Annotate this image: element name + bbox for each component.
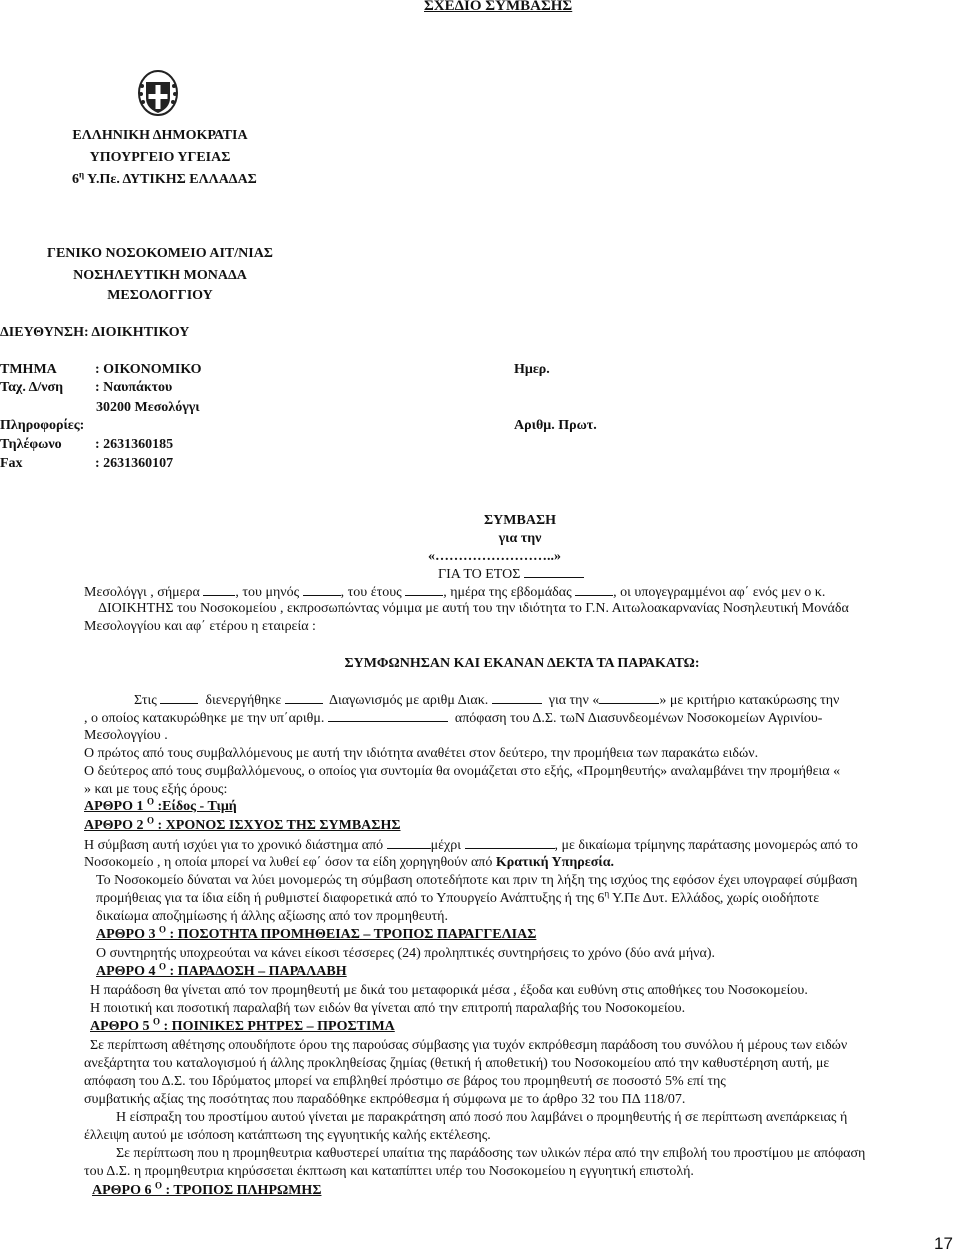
fax-value: : 2631360107 bbox=[95, 456, 174, 471]
dept-value: : ΟΙΚΟΝΟΜΙΚΟ bbox=[95, 362, 202, 377]
article-5-line5: Η είσπραξη του προστίμου αυτού γίνεται με παρακράτηση από ποσό που λαμβάνει ο προμηθευτής ή σε περίπτωση ανεπάρκειας ή bbox=[116, 1110, 848, 1125]
protocol-label: Αριθμ. Πρωτ. bbox=[514, 418, 597, 433]
article-1-heading: ΑΡΘΡΟ 1 $^O$ :Είδος - Τιμή bbox=[84, 796, 237, 814]
tender-line2: , ο οποίος κατακυρώθηκε με την υπ΄αριθμ. απόφαση του Δ.Σ. τωΝ Διασυνδεομένων Νοσοκομείων Αγρινίου- bbox=[84, 711, 823, 726]
agreed-heading: ΣΥΜΦΩΝΗΣΑΝ ΚΑΙ ΕΚΑΝΑΝ ΔΕΚΤΑ ΤΑ ΠΑΡΑΚΑΤΩ: bbox=[344, 656, 700, 671]
article-2-line2: Νοσοκομείο , η οποία μπορεί να λυθεί εφ΄ όσον τα είδη χορηγηθούν από Κρατική Υπηρεσία. bbox=[84, 855, 615, 870]
article-4-heading: ΑΡΘΡΟ 4 $^O$ : ΠΑΡΑΔΟΣΗ – ΠΑΡΑΛΑΒΗ bbox=[96, 961, 347, 979]
page-number: 17 bbox=[934, 1234, 953, 1253]
article-2-line3: Το Νοσοκομείο δύναται να λύει μονομερώς τη σύμβαση οποτεδήποτε και πριν τη λήξη της ισχύος της εφόσον έχει υπογραφεί σύμβαση bbox=[96, 873, 858, 888]
ministry-line: ΥΠΟΥΡΓΕΙΟ ΥΓΕΙΑΣ bbox=[89, 150, 231, 165]
article-5-heading: ΑΡΘΡΟ 5 $^O$ : ΠΟΙΝΙΚΕΣ ΡΗΤΡΕΣ – ΠΡΟΣΤΙΜΑ bbox=[90, 1016, 395, 1034]
directorate-line: ΔΙΕΥΘΥΝΣΗ: ΔΙΟΙΚΗΤΙΚΟΥ bbox=[0, 325, 190, 340]
city-line: ΜΕΣΟΛΟΓΓΙΟΥ bbox=[107, 288, 213, 303]
phone-label: Τηλέφωνο bbox=[0, 437, 62, 452]
article-5-line3: απόφαση του Δ.Σ. του Ιδρύματος μπορεί να επιβληθεί πρόστιμο σε βάρος του προμηθευτή σε ποσοστό 5% επί της bbox=[84, 1074, 726, 1089]
fax-label: Fax bbox=[0, 456, 23, 471]
intro-line2: ΔΙΟΙΚΗΤΗΣ του Νοσοκομείου , εκπροσωπώντας νόμιμα με αυτή του την ιδιότητα το Γ.Ν. Αιτωλοακαρνανίας Νοσηλευτική Μονάδα bbox=[98, 601, 849, 616]
article-5-line1: Σε περίπτωση αθέτησης οπουδήποτε όρου της παρούσας σύμβασης για τυχόν εκπρόθεσμη παράδοση του συνόλου ή μέρους των ειδών bbox=[90, 1038, 848, 1053]
info-label: Πληροφορίες: bbox=[0, 418, 85, 433]
tender-line1: Στις διενεργήθηκε Διαγωνισμός με αριθμ Διακ. για την « » με κριτήριο κατακύρωσης την bbox=[134, 693, 840, 708]
greek-emblem-icon bbox=[136, 68, 180, 118]
article-2-heading: ΑΡΘΡΟ 2 $^O$ : ΧΡΟΝΟΣ ΙΣΧΥΟΣ ΤΗΣ ΣΥΜΒΑΣΗΣ bbox=[84, 815, 401, 833]
article-3-line1: Ο συντηρητής υποχρεούται να κάνει είκοσι τέσσερες (24) προληπτικές συντηρήσεις το χρόνο (δύο ανά μήνα). bbox=[96, 946, 716, 961]
dept-label: ΤΜΗΜΑ bbox=[0, 362, 57, 377]
republic-line: ΕΛΛΗΝΙΚΗ ΔΗΜΟΚΡΑΤΙΑ bbox=[72, 128, 248, 143]
article-4-line1: Η παράδοση θα γίνεται από τον προμηθευτή με δικά του μεταφορικά μέσα , έξοδα και ευθύνη στις αποθήκες του Νοσοκομείου. bbox=[90, 983, 808, 998]
intro-line1: Μεσολόγγι , σήμερα , του μηνός , του έτους , ημέρα της εβδομάδας , οι υπογεγραμμένοι αφ΄ ενός μεν ο κ. bbox=[84, 585, 826, 600]
document-title: ΣΧΕΔΙΟ ΣΥΜΒΑΣΗΣ bbox=[424, 0, 573, 14]
article-5-line8: του Δ.Σ. η προμηθευτρια κηρύσσεται έκπτωση και καταπίπτει υπέρ του Νοσοκομείου η εγγυητική επιστολή. bbox=[84, 1164, 694, 1179]
region-line: $6^\eta$ Υ.Πε. ΔΥΤΙΚΗΣ ΕΛΛΑΔΑΣ bbox=[72, 169, 257, 187]
contract-for-the: για την bbox=[498, 531, 542, 546]
article-2-line1: Η σύμβαση αυτή ισχύει για το χρονικό διάστημα από μέχρι , με δικαίωμα τρίμηνης παράτασης μονομερώς από το bbox=[84, 838, 858, 853]
article-5-line6: έλλειψη αυτού με ισόποση κατάπτωση της εγγυητικής καλής εκτέλεσης. bbox=[84, 1128, 491, 1143]
article-2-line4: προμήθειας για τα ίδια είδη ή ρυθμιστεί διαφορετικά από το Υπουργείο Ανάπτυξης ή της $6^\eta$ Υ.Πε Δυτ. Ελλάδος, χωρίς οιοδήποτε bbox=[96, 888, 820, 906]
supplier-line1: Ο δεύτερος από τους συμβαλλόμενους, ο οποίος για συντομία θα ονομάζεται στο εξής, «Προμηθευτής» αναλαμβάνει την προμήθεια « bbox=[84, 764, 841, 779]
tender-line3: Μεσολογγίου . bbox=[84, 728, 168, 743]
address-label: Ταχ. Δ/νση bbox=[0, 380, 64, 395]
article-5-line2: ανεξάρτητα του καταλογισμού ή άλλης προκληθείσας ζημίας (θετική ή αποθετική) του Νοσοκομείου από την καθυστέρηση αυτή, με bbox=[84, 1056, 830, 1071]
hospital-line: ΓΕΝΙΚΟ ΝΟΣΟΚΟΜΕΙΟ ΑΙΤ/ΝΙΑΣ bbox=[47, 246, 273, 261]
date-label: Ημερ. bbox=[514, 362, 550, 377]
article-3-heading: ΑΡΘΡΟ 3 $^O$ : ΠΟΣΟΤΗΤΑ ΠΡΟΜΗΘΕΙΑΣ – ΤΡΟΠΟΣ ΠΑΡΑΓΓΕΛΙΑΣ bbox=[96, 924, 537, 942]
phone-value: : 2631360185 bbox=[95, 437, 174, 452]
address-line2: 30200 Μεσολόγγι bbox=[96, 400, 200, 415]
article-5-line4: συμβατικής αξίας της ποσότητας που παραδόθηκε εκπρόθεσμα ή σύμφωνα με το άρθρο 32 του ΠΔ 118/07. bbox=[84, 1092, 686, 1107]
contract-heading: ΣΥΜΒΑΣΗ bbox=[484, 513, 556, 528]
contract-quote: «……………………..» bbox=[428, 549, 561, 564]
assign-paragraph: Ο πρώτος από τους συμβαλλόμενους με αυτή την ιδιότητα αναθέτει στον δεύτερο, την προμήθεια των παρακάτω ειδών. bbox=[84, 746, 759, 761]
article-2-line5: δικαίωμα αποζημίωσης ή άλλης αξίωσης από τον προμηθευτή. bbox=[96, 909, 448, 924]
article-5-line7: Σε περίπτωση που η προμηθευτρια καθυστερεί υπαίτια της παράδοσης των υλικών πέρα από την επιβολή του προστίμου με απόφαση bbox=[116, 1146, 866, 1161]
article-4-line2: Η ποιοτική και ποσοτική παραλαβή των ειδών θα γίνεται από την επιτροπή παραλαβής του Νοσοκομείου. bbox=[90, 1001, 686, 1016]
intro-line3: Μεσολογγίου και αφ΄ ετέρου η εταιρεία : bbox=[84, 619, 316, 634]
contract-year: ΓΙΑ ΤΟ ΕΤΟΣ bbox=[438, 566, 584, 583]
article-6-heading: ΑΡΘΡΟ 6 $^O$ : ΤΡΟΠΟΣ ΠΛΗΡΩΜΗΣ bbox=[92, 1180, 322, 1198]
address-value: : Ναυπάκτου bbox=[95, 380, 173, 395]
supplier-line2: » και με τους εξής όρους: bbox=[84, 782, 228, 797]
unit-line: ΝΟΣΗΛΕΥΤΙΚΗ ΜΟΝΑΔΑ bbox=[73, 268, 247, 283]
